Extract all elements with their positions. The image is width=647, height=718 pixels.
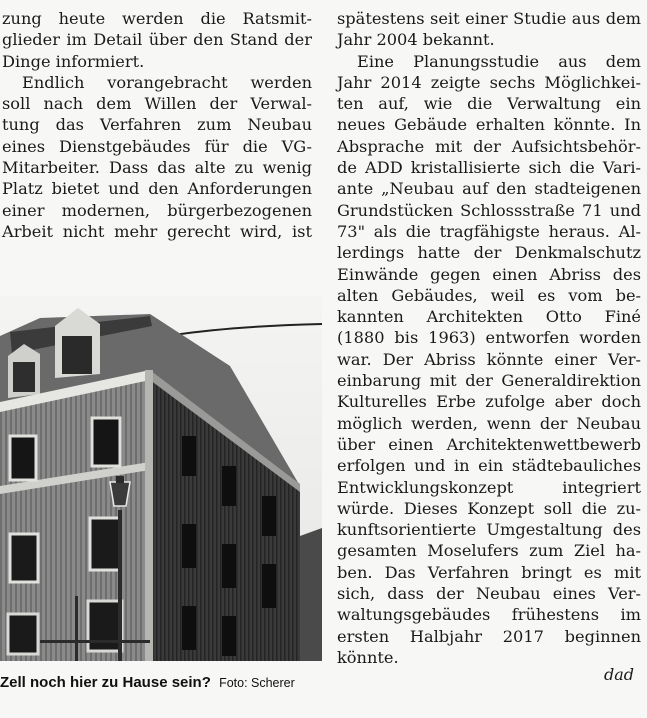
text-line: Endlich vorangebracht werden <box>22 72 312 92</box>
text-line: neues Gebäude erhalten könnte. In <box>337 115 641 135</box>
text-line: Arbeit nicht mehr gerecht wird, ist <box>2 221 312 241</box>
caption-text: Zell noch hier zu Hause sein? <box>0 674 211 691</box>
text-line: (1880 bis 1963) entworfen worden <box>337 328 641 348</box>
text-line: glieder im Detail über den Stand der <box>2 30 312 50</box>
text-line: ersten Halbjahr 2017 beginnen <box>337 626 641 646</box>
text-line: war. Der Abriss könnte einer Ver- <box>337 349 641 369</box>
text-line: ante „Neubau auf den stadteigenen <box>337 179 641 199</box>
photo-caption <box>0 674 295 691</box>
text-line: zung heute werden die Ratsmit- <box>2 9 312 28</box>
text-line: tung das Verfahren zum Neubau <box>2 115 312 135</box>
text-line: über einen Architektenwettbewerb <box>337 434 641 454</box>
text-line: möglich werden, wenn der Neubau <box>337 413 641 433</box>
text-line: ben. Das Verfahren bringt es mit <box>337 562 641 582</box>
text-line: Jahr 2014 zeigte sechs Möglichkei- <box>337 72 641 92</box>
photo-credit: Foto: Scherer <box>219 676 295 690</box>
author-initials: dad <box>604 665 635 684</box>
text-line: könnte. <box>337 647 399 667</box>
text-line: 73" als die tragfähigste heraus. Al- <box>337 221 641 241</box>
building-photo <box>0 296 322 661</box>
text-line: Jahr 2004 bekannt. <box>337 30 495 50</box>
text-line: alten Gebäudes, weil es vom be- <box>337 285 641 305</box>
text-line: soll nach dem Willen der Verwal- <box>2 94 312 114</box>
text-line: waltungsgebäudes frühestens im <box>337 605 641 625</box>
paragraph <box>337 51 641 669</box>
text-line: kannten Architekten Otto Finé <box>337 307 641 327</box>
text-line: Dinge informiert. <box>2 51 145 71</box>
paragraph <box>337 8 641 51</box>
text-line: Platz bietet und den Anforderungen <box>2 179 312 199</box>
text-line: eines Dienstgebäudes für die VG- <box>2 136 312 156</box>
text-line: Absprache mit der Aufsichtsbehör- <box>337 136 641 156</box>
text-line: einer modernen, bürgerbezogenen <box>2 200 312 220</box>
text-line: kunftsorientierte Umgestaltung des <box>337 520 641 540</box>
text-line: spätestens seit einer Studie aus dem <box>337 9 641 28</box>
paragraph <box>2 8 312 72</box>
text-line: Mitarbeiter. Dass das alte zu wenig <box>2 158 312 178</box>
article-right-column <box>337 8 641 668</box>
text-line: Kulturelles Erbe zufolge aber doch <box>337 392 641 412</box>
text-line: lerdings hatte der Denkmalschutz <box>337 243 641 263</box>
text-line: erfolgen und in ein städtebauliches <box>337 456 641 476</box>
text-line: Entwicklungskonzept integriert <box>337 477 641 497</box>
text-line: gesamten Moselufers zum Ziel ha- <box>337 541 641 561</box>
text-line: Grundstücken Schlossstraße 71 und <box>337 200 641 220</box>
text-line: ten auf, wie die Verwaltung ein <box>337 94 641 114</box>
text-line: würde. Dieses Konzept soll die zu- <box>337 498 641 518</box>
text-line: Einwände gegen einen Abriss des <box>337 264 641 284</box>
text-line: sich, dass der Neubau eines Ver- <box>337 584 641 604</box>
text-line: einbarung mit der Generaldirektion <box>337 371 641 391</box>
paragraph <box>2 72 312 242</box>
article-left-column <box>2 8 312 242</box>
text-line: Eine Planungsstudie aus dem <box>357 51 641 71</box>
text-line: de ADD kristallisierte sich die Vari- <box>337 158 641 178</box>
